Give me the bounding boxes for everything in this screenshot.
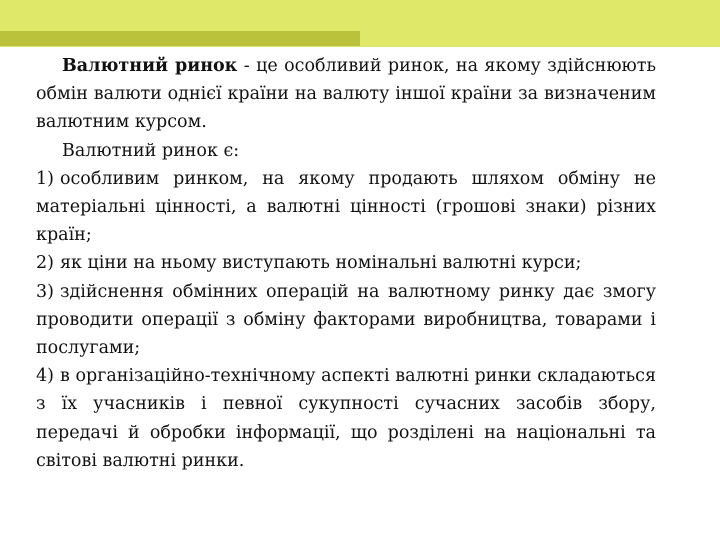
intro-line: Валютний ринок є: xyxy=(62,140,240,161)
list-item-text: особливим ринком, на якому продають шляхом обміну не матеріальні цінності, а валютні цінності (грошові знаки) різних країн; xyxy=(36,168,656,246)
definition-term: Валютний ринок xyxy=(62,56,238,76)
list-item xyxy=(36,362,656,475)
definition-text: - це особливий ринок, на якому здійснюють обмін валюти однієї країни на валюту іншої країни за визначеним валютним курсом. xyxy=(36,56,657,133)
list-item-text: здійснення обмінних операцій на валютному ринку дає змогу проводити операції з обміну факторами виробництва, товарами і послугами; xyxy=(36,281,656,359)
list-item-number: 2) xyxy=(36,253,54,274)
list-item-text: в організаційно-технічному аспекті валютні ринки складаються з їх учасників і певної сукупності сучасних засобів збору, передачі й обробки інформації, що розділені на національні та світові валютні ринки. xyxy=(36,366,656,471)
list-item-number: 1) xyxy=(36,168,54,189)
list-item-number: 4) xyxy=(36,366,54,387)
definition-paragraph xyxy=(36,52,656,137)
list-item xyxy=(36,249,656,277)
list-item-text: як ціни на ньому виступають номінальні валютні курси; xyxy=(59,253,582,274)
list-item-number: 3) xyxy=(36,281,54,302)
accent-bar xyxy=(0,31,360,46)
list-item xyxy=(36,278,656,363)
list-item xyxy=(36,165,656,250)
slide-body xyxy=(36,52,656,475)
